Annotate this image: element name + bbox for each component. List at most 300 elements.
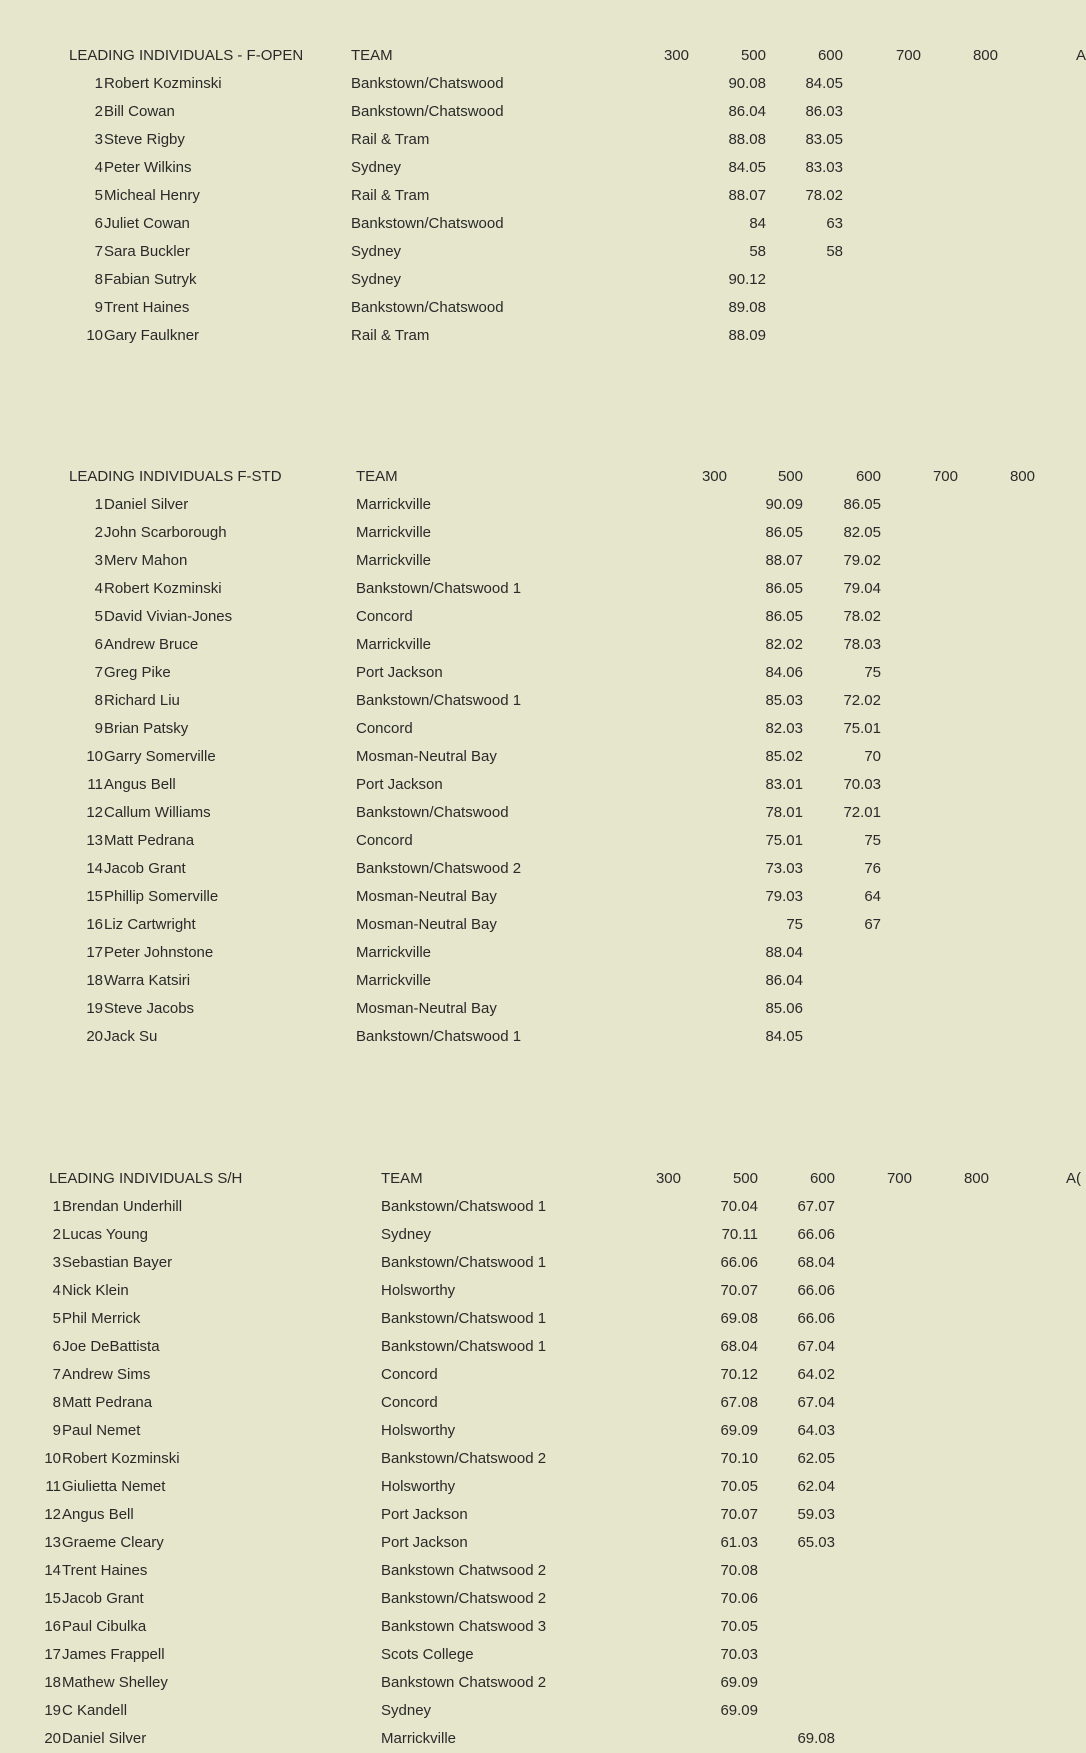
range-column-header: 600 <box>817 47 843 64</box>
rank-cell: 18 <box>44 1674 61 1691</box>
score-cell-700 <box>852 1277 912 1305</box>
score-cell-700 <box>861 182 921 210</box>
score-cell-500: 70.08 <box>720 1562 758 1579</box>
team-cell: Port Jackson <box>381 1534 468 1551</box>
score-cell-600: 68.04 <box>797 1254 835 1271</box>
rank-cell: 1 <box>52 1198 61 1215</box>
score-cell-800 <box>938 154 998 182</box>
score-cell-600: 86.03 <box>805 103 843 120</box>
rank-cell: 11 <box>45 1478 61 1495</box>
rank-cell: 15 <box>86 888 103 905</box>
score-cell-800 <box>938 126 998 154</box>
score-cell-700 <box>898 743 958 771</box>
score-cell-300 <box>621 1501 681 1529</box>
shooter-name-cell: Jacob Grant <box>104 860 186 877</box>
rank-cell: 17 <box>86 944 103 961</box>
team-cell: Sydney <box>381 1702 432 1719</box>
table-row <box>0 1641 1080 1669</box>
score-cell-500: 84.06 <box>765 664 803 681</box>
score-cell-300 <box>667 687 727 715</box>
score-cell-300 <box>621 1585 681 1613</box>
score-cell-800 <box>938 294 998 322</box>
table-row <box>0 883 1080 911</box>
team-cell: Marrickville <box>356 972 431 989</box>
shooter-name-cell: Giulietta Nemet <box>62 1478 166 1495</box>
score-cell-300 <box>629 154 689 182</box>
rank-cell: 8 <box>94 271 103 288</box>
score-cell-600: 67.07 <box>797 1198 835 1215</box>
score-cell-800 <box>929 1193 989 1221</box>
table-row <box>0 1529 1080 1557</box>
shooter-name-cell: John Scarborough <box>104 524 227 541</box>
score-cell-600: 79.04 <box>843 580 881 597</box>
shooter-name-cell: Steve Jacobs <box>104 1000 195 1017</box>
table-row <box>0 98 1080 126</box>
shooter-name-cell: Andrew Sims <box>62 1366 151 1383</box>
score-cell-300 <box>629 98 689 126</box>
shooter-name-cell: Paul Cibulka <box>62 1618 147 1635</box>
score-cell-600: 58 <box>826 243 843 260</box>
table-row <box>0 995 1080 1023</box>
score-cell-800 <box>975 883 1035 911</box>
range-column-header: 600 <box>809 1170 835 1187</box>
score-cell-300 <box>667 575 727 603</box>
score-cell-500: 82.02 <box>765 636 803 653</box>
rank-cell: 13 <box>86 832 103 849</box>
table-row <box>0 182 1080 210</box>
score-cell-600: 65.03 <box>797 1534 835 1551</box>
team-cell: Bankstown/Chatswood 1 <box>381 1254 547 1271</box>
score-cell-300 <box>621 1417 681 1445</box>
table-row <box>0 911 1080 939</box>
score-cell-300 <box>621 1529 681 1557</box>
table-row <box>0 603 1080 631</box>
score-cell-300 <box>667 519 727 547</box>
score-cell-500: 73.03 <box>765 860 803 877</box>
score-cell-800 <box>975 743 1035 771</box>
rank-cell: 20 <box>44 1730 61 1747</box>
team-cell: Holsworthy <box>381 1478 456 1495</box>
table-row <box>0 1023 1080 1051</box>
rank-cell: 4 <box>94 580 103 597</box>
score-cell-700 <box>861 322 921 350</box>
score-cell-800 <box>975 855 1035 883</box>
shooter-name-cell: Sebastian Bayer <box>62 1254 173 1271</box>
score-cell-800 <box>929 1641 989 1669</box>
score-cell-500: 70.11 <box>721 1226 758 1243</box>
score-cell-800 <box>975 575 1035 603</box>
score-cell-500: 75.01 <box>765 832 803 849</box>
rank-cell: 6 <box>94 215 103 232</box>
team-cell: Rail & Tram <box>351 131 430 148</box>
range-column-header: 600 <box>855 468 881 485</box>
table-row <box>0 687 1080 715</box>
shooter-name-cell: Mathew Shelley <box>62 1674 168 1691</box>
score-cell-600 <box>783 266 843 294</box>
score-cell-600 <box>821 995 881 1023</box>
table-row <box>0 1585 1080 1613</box>
score-cell-800 <box>929 1361 989 1389</box>
team-cell: Port Jackson <box>356 776 443 793</box>
score-cell-300 <box>629 238 689 266</box>
score-cell-600 <box>775 1641 835 1669</box>
range-column-header: 800 <box>972 47 998 64</box>
score-cell-800 <box>975 799 1035 827</box>
score-cell-600: 83.03 <box>805 159 843 176</box>
range-column-header: 500 <box>777 468 803 485</box>
score-cell-300 <box>667 995 727 1023</box>
shooter-name-cell: Peter Johnstone <box>104 944 214 961</box>
table-row <box>0 1221 1080 1249</box>
score-cell-300 <box>667 827 727 855</box>
score-cell-800 <box>975 1023 1035 1051</box>
range-column-header: 300 <box>701 468 727 485</box>
score-cell-700 <box>898 939 958 967</box>
score-cell-800 <box>938 238 998 266</box>
score-cell-500: 78.01 <box>765 804 803 821</box>
team-cell: Marrickville <box>381 1730 456 1747</box>
rank-cell: 14 <box>86 860 103 877</box>
shooter-name-cell: Phillip Somerville <box>104 888 219 905</box>
rank-cell: 8 <box>94 692 103 709</box>
rank-cell: 16 <box>44 1618 61 1635</box>
score-cell-800 <box>929 1277 989 1305</box>
score-cell-500: 88.07 <box>765 552 803 569</box>
score-cell-700 <box>898 715 958 743</box>
table-row <box>0 855 1080 883</box>
score-cell-600: 66.06 <box>797 1282 835 1299</box>
shooter-name-cell: David Vivian-Jones <box>104 608 233 625</box>
score-cell-500: 70.05 <box>720 1478 758 1495</box>
rank-cell: 12 <box>44 1506 61 1523</box>
team-cell: Concord <box>381 1394 438 1411</box>
score-cell-500: 75 <box>786 916 803 933</box>
score-cell-300 <box>621 1697 681 1725</box>
score-cell-600 <box>775 1613 835 1641</box>
score-cell-700 <box>852 1193 912 1221</box>
table-row <box>0 631 1080 659</box>
score-cell-500: 66.06 <box>720 1254 758 1271</box>
score-cell-500: 68.04 <box>720 1338 758 1355</box>
score-cell-600 <box>775 1697 835 1725</box>
team-cell: Bankstown/Chatswood <box>351 215 504 232</box>
rank-cell: 13 <box>44 1534 61 1551</box>
score-cell-600: 75 <box>864 832 881 849</box>
score-cell-700 <box>852 1585 912 1613</box>
team-cell: Bankstown/Chatswood 2 <box>381 1590 547 1607</box>
score-cell-300 <box>667 911 727 939</box>
score-cell-700 <box>852 1501 912 1529</box>
score-cell-700 <box>852 1613 912 1641</box>
score-cell-700 <box>852 1529 912 1557</box>
shooter-name-cell: Graeme Cleary <box>62 1534 164 1551</box>
table-row <box>0 1333 1080 1361</box>
rank-cell: 8 <box>52 1394 61 1411</box>
score-cell-600 <box>783 294 843 322</box>
score-cell-300 <box>621 1641 681 1669</box>
rank-cell: 20 <box>86 1028 103 1045</box>
team-column-header: TEAM <box>356 468 398 485</box>
team-cell: Sydney <box>351 243 402 260</box>
range-column-header: 700 <box>886 1170 912 1187</box>
shooter-name-cell: James Frappell <box>62 1646 165 1663</box>
score-cell-700 <box>852 1641 912 1669</box>
score-cell-600: 64.02 <box>797 1366 835 1383</box>
team-cell: Rail & Tram <box>351 327 430 344</box>
score-cell-800 <box>929 1669 989 1697</box>
shooter-name-cell: Merv Mahon <box>104 552 188 569</box>
table-row <box>0 1249 1080 1277</box>
team-cell: Scots College <box>381 1646 474 1663</box>
team-cell: Marrickville <box>356 496 431 513</box>
score-cell-700 <box>861 126 921 154</box>
score-cell-300 <box>629 70 689 98</box>
rank-cell: 2 <box>94 103 103 120</box>
range-column-header: 700 <box>895 47 921 64</box>
score-cell-600: 75 <box>864 664 881 681</box>
rank-cell: 5 <box>94 608 103 625</box>
score-cell-500: 61.03 <box>720 1534 758 1551</box>
range-column-header: 700 <box>932 468 958 485</box>
shooter-name-cell: Lucas Young <box>62 1226 148 1243</box>
shooter-name-cell: Jack Su <box>104 1028 158 1045</box>
score-cell-700 <box>898 855 958 883</box>
score-cell-300 <box>667 799 727 827</box>
shooter-name-cell: Trent Haines <box>104 299 190 316</box>
team-cell: Port Jackson <box>381 1506 468 1523</box>
score-cell-600: 79.02 <box>843 552 881 569</box>
score-cell-800 <box>929 1249 989 1277</box>
table-row <box>0 967 1080 995</box>
team-cell: Bankstown/Chatswood <box>351 299 504 316</box>
table-row <box>0 1473 1080 1501</box>
table-row <box>0 491 1080 519</box>
score-cell-700 <box>861 294 921 322</box>
score-cell-500: 67.08 <box>720 1394 758 1411</box>
table-row <box>0 70 1080 98</box>
score-cell-500: 70.07 <box>720 1282 758 1299</box>
shooter-name-cell: Joe DeBattista <box>62 1338 160 1355</box>
score-cell-300 <box>667 491 727 519</box>
table-header-row <box>0 463 1080 491</box>
table-row <box>0 1445 1080 1473</box>
score-cell-700 <box>898 967 958 995</box>
score-cell-600: 67 <box>864 916 881 933</box>
score-cell-300 <box>629 126 689 154</box>
team-cell: Concord <box>356 832 413 849</box>
rank-cell: 7 <box>52 1366 61 1383</box>
shooter-name-cell: C Kandell <box>62 1702 128 1719</box>
score-cell-500: 86.05 <box>765 524 803 541</box>
team-cell: Bankstown/Chatswood <box>351 103 504 120</box>
rank-cell: 19 <box>86 1000 103 1017</box>
score-cell-300 <box>629 182 689 210</box>
score-cell-700 <box>852 1361 912 1389</box>
shooter-name-cell: Micheal Henry <box>104 187 200 204</box>
score-cell-300 <box>667 967 727 995</box>
team-cell: Marrickville <box>356 944 431 961</box>
shooter-name-cell: Richard Liu <box>104 692 180 709</box>
range-column-header: 500 <box>732 1170 758 1187</box>
shooter-name-cell: Robert Kozminski <box>104 75 222 92</box>
rank-cell: 2 <box>94 524 103 541</box>
score-cell-800 <box>975 715 1035 743</box>
score-cell-700 <box>898 827 958 855</box>
shooter-name-cell: Andrew Bruce <box>104 636 199 653</box>
rank-cell: 19 <box>44 1702 61 1719</box>
table-row <box>0 322 1080 350</box>
score-cell-300 <box>621 1725 681 1753</box>
score-cell-600: 86.05 <box>843 496 881 513</box>
score-cell-300 <box>621 1361 681 1389</box>
score-cell-600: 67.04 <box>797 1338 835 1355</box>
rank-cell: 3 <box>94 552 103 569</box>
score-cell-300 <box>667 883 727 911</box>
score-cell-800 <box>938 266 998 294</box>
score-cell-600: 64 <box>864 888 881 905</box>
team-cell: Bankstown/Chatswood 1 <box>381 1338 547 1355</box>
score-cell-300 <box>621 1557 681 1585</box>
score-cell-700 <box>852 1697 912 1725</box>
score-cell-800 <box>975 967 1035 995</box>
rank-cell: 1 <box>94 496 103 513</box>
table-row <box>0 771 1080 799</box>
score-cell-300 <box>667 743 727 771</box>
shooter-name-cell: Robert Kozminski <box>62 1450 180 1467</box>
table-row <box>0 266 1080 294</box>
score-cell-600: 72.02 <box>843 692 881 709</box>
score-cell-600 <box>783 322 843 350</box>
team-cell: Mosman-Neutral Bay <box>356 748 497 765</box>
shooter-name-cell: Robert Kozminski <box>104 580 222 597</box>
score-cell-700 <box>898 799 958 827</box>
score-cell-500: 69.09 <box>720 1702 758 1719</box>
score-cell-600 <box>821 1023 881 1051</box>
team-column-header: TEAM <box>381 1170 423 1187</box>
table-row <box>0 294 1080 322</box>
score-cell-300 <box>629 266 689 294</box>
team-cell: Sydney <box>381 1226 432 1243</box>
rank-cell: 4 <box>94 159 103 176</box>
team-cell: Bankstown Chatswood 2 <box>381 1674 547 1691</box>
score-cell-300 <box>667 715 727 743</box>
table-row <box>0 799 1080 827</box>
score-cell-600: 66.06 <box>797 1226 835 1243</box>
team-cell: Port Jackson <box>356 664 443 681</box>
score-cell-500: 84.05 <box>765 1028 803 1045</box>
rank-cell: 16 <box>86 916 103 933</box>
score-cell-500: 83.01 <box>765 776 803 793</box>
table-row <box>0 659 1080 687</box>
table-header-row <box>0 42 1086 70</box>
rank-cell: 7 <box>94 243 103 260</box>
score-cell-500: 86.05 <box>765 608 803 625</box>
score-cell-600: 83.05 <box>805 131 843 148</box>
score-cell-800 <box>975 995 1035 1023</box>
score-cell-700 <box>898 547 958 575</box>
score-cell-500: 90.08 <box>728 75 766 92</box>
score-cell-700 <box>898 519 958 547</box>
table-row <box>0 126 1080 154</box>
table-title: LEADING INDIVIDUALS F-STD <box>69 468 282 485</box>
table-title: LEADING INDIVIDUALS S/H <box>49 1170 243 1187</box>
rank-cell: 3 <box>52 1254 61 1271</box>
score-cell-500: 90.09 <box>765 496 803 513</box>
score-cell-600: 67.04 <box>797 1394 835 1411</box>
score-cell-300 <box>667 771 727 799</box>
shooter-name-cell: Matt Pedrana <box>104 832 195 849</box>
score-cell-500: 70.05 <box>720 1618 758 1635</box>
score-cell-700 <box>898 687 958 715</box>
table-row <box>0 519 1080 547</box>
shooter-name-cell: Greg Pike <box>104 664 171 681</box>
shooter-name-cell: Daniel Silver <box>62 1730 147 1747</box>
score-cell-500: 85.02 <box>765 748 803 765</box>
score-cell-700 <box>861 154 921 182</box>
score-cell-600: 63 <box>826 215 843 232</box>
shooter-name-cell: Brian Patsky <box>104 720 189 737</box>
score-cell-600: 78.03 <box>843 636 881 653</box>
score-cell-800 <box>929 1501 989 1529</box>
shooter-name-cell: Matt Pedrana <box>62 1394 153 1411</box>
shooter-name-cell: Angus Bell <box>104 776 176 793</box>
score-cell-600: 72.01 <box>843 804 881 821</box>
score-cell-600: 62.04 <box>797 1478 835 1495</box>
score-cell-300 <box>621 1333 681 1361</box>
score-cell-800 <box>975 519 1035 547</box>
team-cell: Rail & Tram <box>351 187 430 204</box>
shooter-name-cell: Brendan Underhill <box>62 1198 183 1215</box>
score-cell-700 <box>852 1221 912 1249</box>
rank-cell: 9 <box>94 299 103 316</box>
shooter-name-cell: Gary Faulkner <box>104 327 200 344</box>
team-cell: Bankstown/Chatswood 1 <box>356 1028 522 1045</box>
score-cell-600: 78.02 <box>843 608 881 625</box>
shooter-name-cell: Angus Bell <box>62 1506 134 1523</box>
score-cell-500: 90.12 <box>728 271 766 288</box>
rank-cell: 12 <box>86 804 103 821</box>
team-cell: Bankstown/Chatswood 2 <box>356 860 522 877</box>
score-cell-700 <box>898 771 958 799</box>
table-row <box>0 547 1080 575</box>
score-cell-300 <box>629 322 689 350</box>
table-row <box>0 238 1080 266</box>
shooter-name-cell: Bill Cowan <box>104 103 175 120</box>
score-cell-500: 84 <box>749 215 766 232</box>
score-cell-500: 70.04 <box>720 1198 758 1215</box>
team-cell: Bankstown/Chatswood 2 <box>381 1450 547 1467</box>
range-column-header: 300 <box>663 47 689 64</box>
score-cell-600 <box>821 967 881 995</box>
score-cell-300 <box>621 1445 681 1473</box>
score-cell-700 <box>852 1417 912 1445</box>
score-cell-300 <box>667 855 727 883</box>
team-cell: Mosman-Neutral Bay <box>356 916 497 933</box>
score-cell-500: 69.09 <box>720 1422 758 1439</box>
score-cell-500: 85.03 <box>765 692 803 709</box>
score-cell-300 <box>667 939 727 967</box>
score-cell-500: 70.06 <box>720 1590 758 1607</box>
shooter-name-cell: Jacob Grant <box>62 1590 144 1607</box>
score-cell-700 <box>852 1249 912 1277</box>
team-cell: Concord <box>356 720 413 737</box>
score-cell-600 <box>775 1557 835 1585</box>
shooter-name-cell: Callum Williams <box>104 804 211 821</box>
score-cell-300 <box>667 659 727 687</box>
score-cell-700 <box>898 575 958 603</box>
rank-cell: 4 <box>52 1282 61 1299</box>
shooter-name-cell: Peter Wilkins <box>104 159 192 176</box>
